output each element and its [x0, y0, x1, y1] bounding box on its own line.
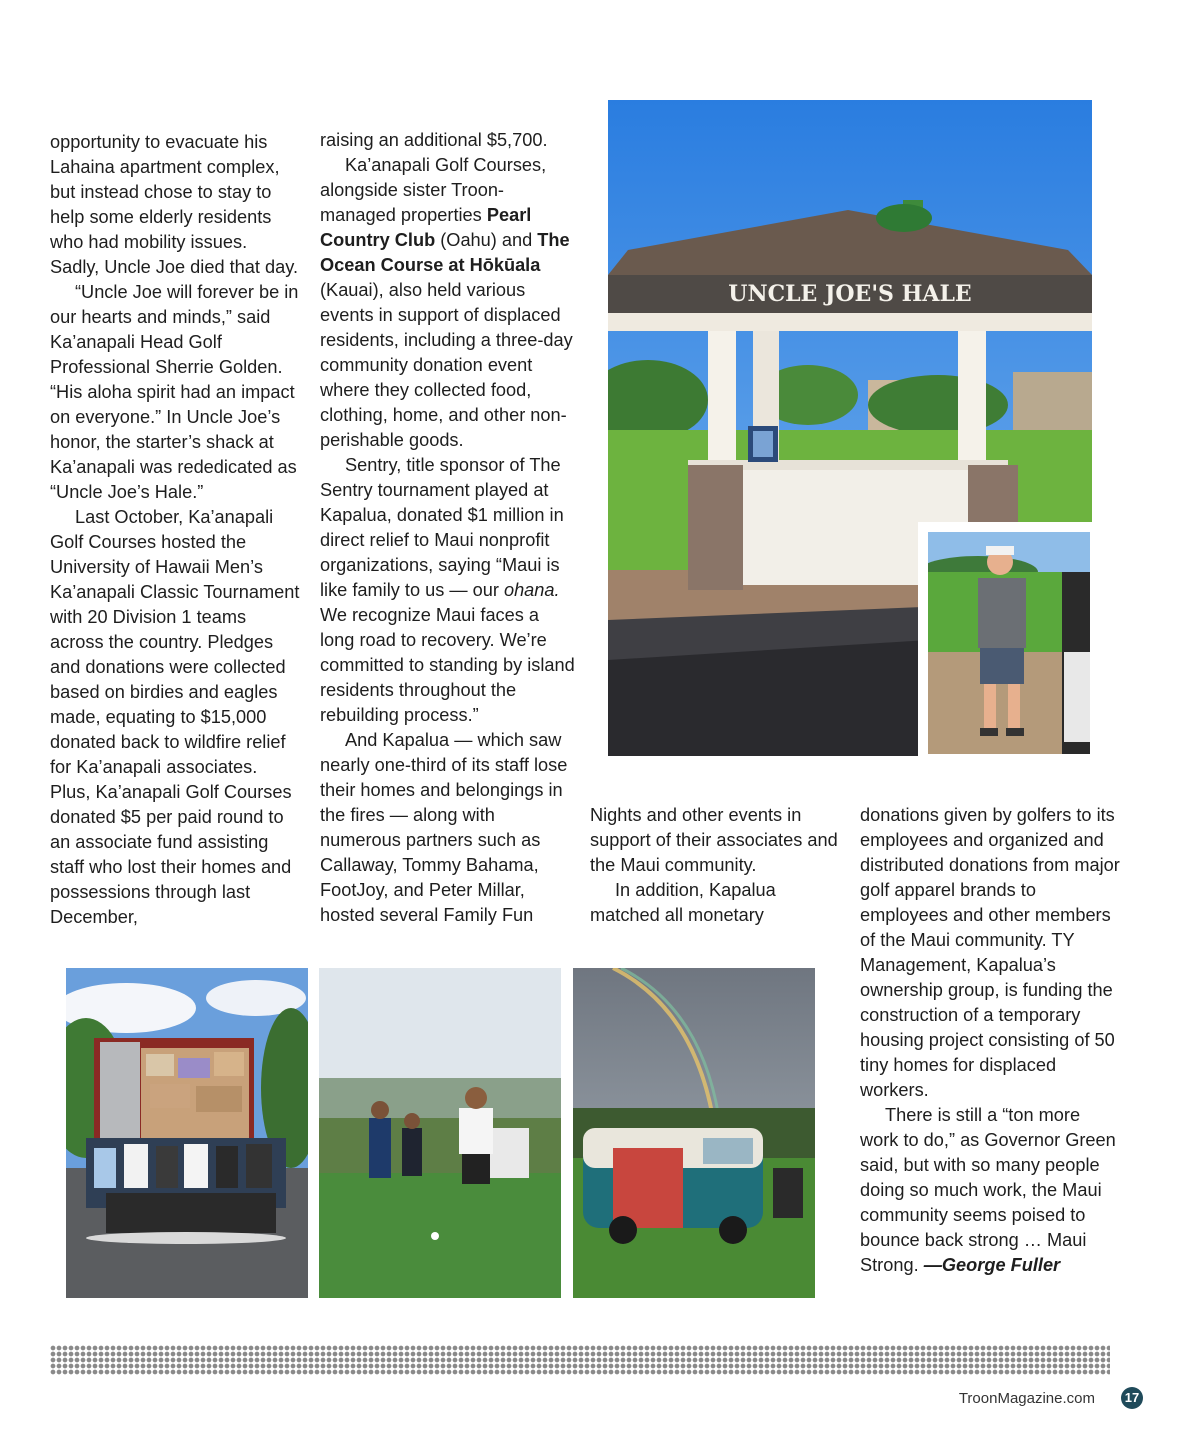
article-paragraph: Last October, Ka’anapali Golf Courses hosted the University of Hawaii Men’s Ka’anapali Classic Tournament with 20 Division 1 teams across the country. Pledges and donations were collected based on birdies and eagles made, equating to $15,000 donated back to wildfire relief for Ka’anapali associates. Plus, Ka’anapali Golf Courses donated $5 per paid round to an associate fund assisting staff who lost their homes and possessions through last December, — [50, 507, 300, 927]
uncle-joe-portrait-photo — [918, 522, 1092, 756]
page-number-badge: 17 — [1121, 1387, 1143, 1409]
article-paragraph: raising an additional $5,700. — [320, 130, 548, 150]
footer-website: TroonMagazine.com — [958, 1390, 1095, 1407]
hale-sign-text: UNCLE JOE'S HALE — [728, 281, 972, 307]
article-paragraph: “Uncle Joe will forever be in our hearts and minds,” said Ka’anapali Head Golf Professional Sherrie Golden. “His aloha spirit had an impact on everyone.” In Uncle Joe’s honor, the starter’s shack at Ka’anapali was rededicated as “Uncle Joe’s Hale.” — [50, 282, 299, 502]
family-golf-night-photo — [319, 968, 561, 1298]
italic-word: ohana. — [503, 580, 560, 600]
article-paragraph: And Kapalua — which saw nearly one-third of its staff lose their homes and belongings in the fires — along with numerous partners such as Callaway, Tommy Bahama, FootJoy, and Peter Millar, hosted several Family Fun — [320, 730, 568, 925]
article-paragraph: Nights and other events in support of their associates and the Maui community. — [590, 805, 838, 875]
paragraph-text: Sentry, title sponsor of The Sentry tournament played at Kapalua, donated $1 million in direct relief to Maui nonprofit organizations, saying “Maui is like family to us — our — [320, 455, 564, 600]
article-column-1 — [50, 130, 300, 930]
article-paragraph: In addition, Kapalua matched all monetary — [590, 880, 776, 925]
article-column-4 — [860, 803, 1120, 1278]
article-column-2 — [320, 128, 575, 928]
donation-container-group-photo — [66, 968, 308, 1298]
author-byline: —George Fuller — [923, 1255, 1061, 1275]
paragraph-text: (Oahu) and — [435, 230, 538, 250]
vw-van-rainbow-photo — [573, 968, 815, 1298]
article-paragraph — [860, 1103, 1120, 1278]
paragraph-text: (Kauai), also held various events in support of displaced residents, including a three-day community donation event where they collected food, clothing, home, and other non-perishable goods. — [320, 280, 573, 450]
bold-property-name: The Ocean Course at Hōkūala — [320, 230, 570, 275]
bold-property-name: Pearl Country Club — [320, 205, 532, 250]
article-paragraph — [320, 153, 575, 453]
article-paragraph: opportunity to evacuate his Lahaina apartment complex, but instead chose to stay to help some elderly residents who had mobility issues. Sadly, Uncle Joe died that day. — [50, 132, 299, 277]
paragraph-text: Ka’anapali Golf Courses, alongside sister Troon-managed properties — [320, 155, 547, 225]
article-paragraph — [320, 453, 575, 728]
paragraph-text: There is still a “ton more work to do,” as Governor Green said, but with so many people doing so much work, the Maui community seems poised to bounce back strong … Maui Strong. — [860, 1105, 1116, 1275]
article-paragraph: donations given by golfers to its employees and organized and distributed donations from major golf apparel brands to employees and other members of the Maui community. TY Management, Kapalua’s ownership group, is funding the construction of a temporary housing project consisting of 50 tiny homes for displaced workers. — [860, 805, 1120, 1100]
paragraph-text: We recognize Maui faces a long road to recovery. We’re committed to standing by island residents throughout the rebuilding process.” — [320, 605, 575, 725]
article-column-3 — [590, 803, 845, 928]
dotted-divider — [50, 1345, 1110, 1375]
